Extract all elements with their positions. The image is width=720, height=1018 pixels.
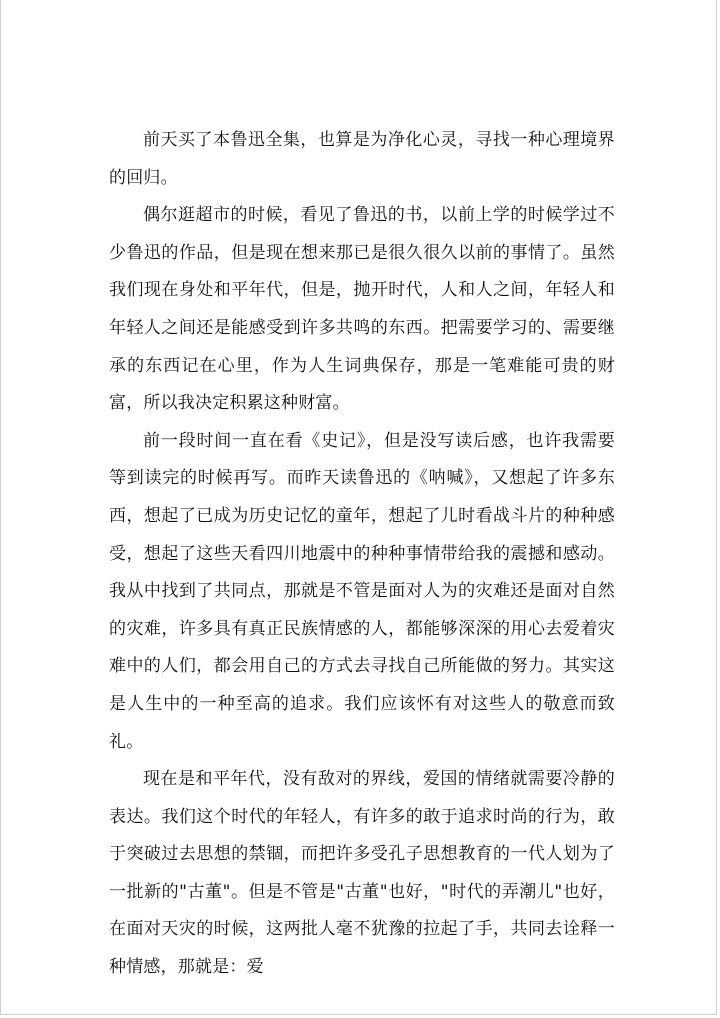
paragraph-4: 现在是和平年代，没有敌对的界线，爱国的情绪就需要冷静的表达。我们这个时代的年轻人，有许多的敢于追求时尚的行为，敢于突破过去思想的禁锢，而把许多受孔子思想教育的一代人划为了一批新的"古董"。但是不管是"古董"也好，"时代的弄潮儿"也好，在面对天灾的时候，这两批人毫不犹豫的拉起了手，共同去诠释一种情感，那就是：爱	[109, 769, 615, 978]
document-body	[109, 122, 615, 987]
paragraph-1: 前天买了本鲁迅全集，也算是为净化心灵，寻找一种心理境界的回归。	[109, 130, 615, 188]
paragraph-2: 偶尔逛超市的时候，看见了鲁迅的书，以前上学的时候学过不少鲁迅的作品，但是现在想来那已是很久很久以前的事情了。虽然我们现在身处和平年代，但是，抛开时代，人和人之间，年轻人和年轻人之间还是能感受到许多共鸣的东西。把需要学习的、需要继承的东西记在心里，作为人生词典保存，那是一笔难能可贵的财富，所以我决定积累这种财富。	[109, 205, 615, 414]
paragraph-3: 前一段时间一直在看《史记》，但是没写读后感，也许我需要等到读完的时候再写。而昨天读鲁迅的《呐喊》，又想起了许多东西，想起了已成为历史记忆的童年，想起了儿时看战斗片的种种感受，想起了这些天看四川地震中的种种事情带给我的震撼和感动。我从中找到了共同点，那就是不管是面对人为的灾难还是面对自然的灾难，许多具有真正民族情感的人，都能够深深的用心去爱着灾难中的人们，都会用自己的方式去寻找自己所能做的努力。其实这是人生中的一种至高的追求。我们应该怀有对这些人的敬意而致礼。	[109, 430, 615, 752]
